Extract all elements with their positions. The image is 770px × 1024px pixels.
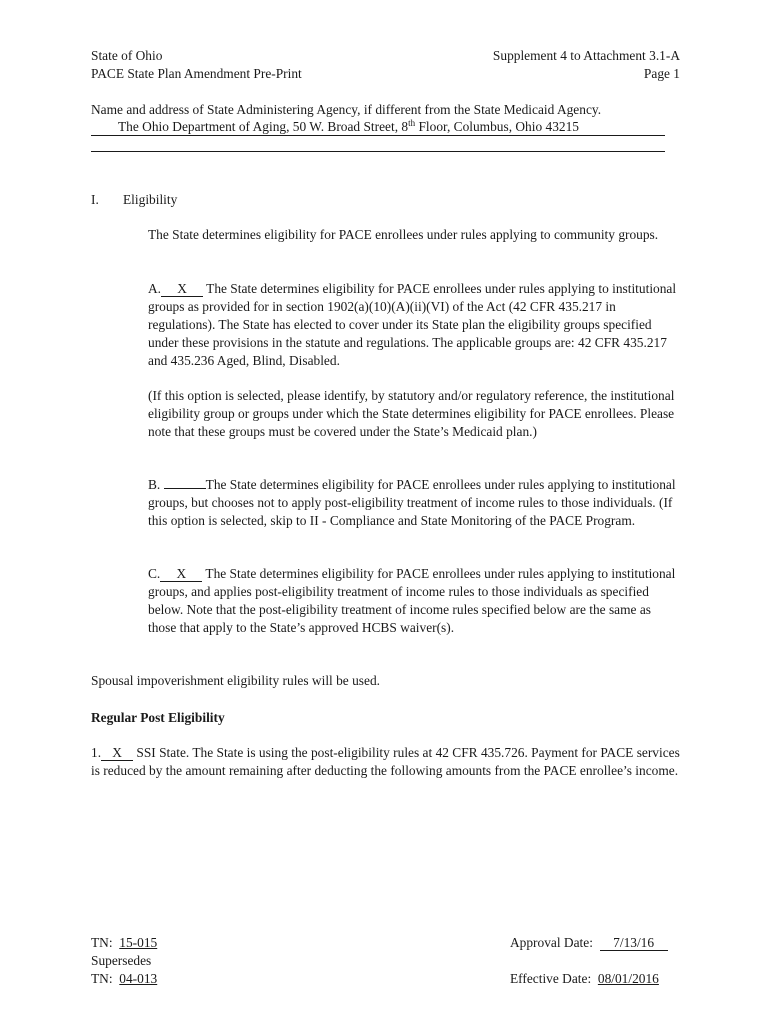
page-number: Page 1 (643, 66, 680, 81)
agency-prompt: Name and address of State Administering Agency, if different from the State Medicaid Agency. (91, 102, 602, 117)
state-name: State of Ohio (91, 48, 163, 63)
option-c-mark: X (160, 566, 202, 582)
approval-date: Approval Date: 7/13/16 (510, 934, 668, 952)
section-title: Eligibility (123, 192, 178, 207)
tn2-label: TN: (91, 971, 113, 986)
tn2-value: 04-013 (119, 971, 158, 986)
option-b: B. The State determines eligibility for PACE enrollees under rules applying to institutional groups, but chooses not to apply post-eligibility treatment of income rules to those individuals. (If this option is selected, skip to II - Compliance and State Monitoring of the PACE Program. (148, 477, 676, 528)
effective-date-value: 08/01/2016 (597, 971, 659, 986)
option-note: (If this option is selected, please identify, by statutory and/or regulatory reference, the institutional eligibility group or groups under which the State determines eligibility for PACE enrollees. Please note that these groups must be covered under the State’s Medicaid plan.) (148, 388, 675, 439)
item-1-mark: X (101, 745, 133, 761)
option-c: C. X The State determines eligibility for PACE enrollees under rules applying to institutional groups, and applies post-eligibility treatment of income rules to those individuals as specified below. Note that the post-eligibility treatment of income rules specified below are the same as those that apply to the State’s approved HCBS waiver(s). (148, 566, 676, 635)
blank-line (91, 151, 665, 152)
effective-date: Effective Date: 08/01/2016 (510, 971, 659, 986)
tn-label: TN: (91, 935, 113, 950)
regular-post-eligibility-heading: Regular Post Eligibility (91, 710, 225, 725)
tn-value: 15-015 (119, 935, 158, 950)
supplement-label: Supplement 4 to Attachment 3.1-A (492, 48, 680, 63)
footer-left (91, 934, 157, 988)
plan-name: PACE State Plan Amendment Pre-Print (91, 66, 302, 81)
section-intro: The State determines eligibility for PACE enrollees under rules applying to community groups. (148, 227, 659, 242)
section-numeral: I. (91, 192, 99, 207)
option-a: A. X The State determines eligibility for PACE enrollees under rules applying to institutional groups as provided for in section 1902(a)(10)(A)(ii)(VI) of the Act (42 CFR 435.217 in regulations). The State has elected to cover under its State plan the eligibility groups specified under these provisions in the statute and regulations. The applicable groups are: 42 CFR 435.217 and 435.236 Aged, Blind, Disabled. (148, 281, 677, 368)
header-left (91, 47, 302, 83)
option-a-mark: X (161, 281, 203, 297)
header-right (380, 47, 680, 83)
item-1: 1. X SSI State. The State is using the post-eligibility rules at 42 CFR 435.726. Payment for PACE services is reduced by the amount remaining after deducting the following amounts from the PACE enrollee’s income. (91, 745, 680, 778)
approval-date-value: 7/13/16 (600, 935, 668, 951)
address-underline (91, 135, 665, 136)
spousal-rule: Spousal impoverishment eligibility rules will be used. (91, 673, 380, 688)
supersedes-label: Supersedes (91, 953, 152, 968)
agency-address: The Ohio Department of Aging, 50 W. Broad Street, 8th Floor, Columbus, Ohio 43215 (118, 118, 579, 134)
option-b-mark (164, 488, 206, 489)
